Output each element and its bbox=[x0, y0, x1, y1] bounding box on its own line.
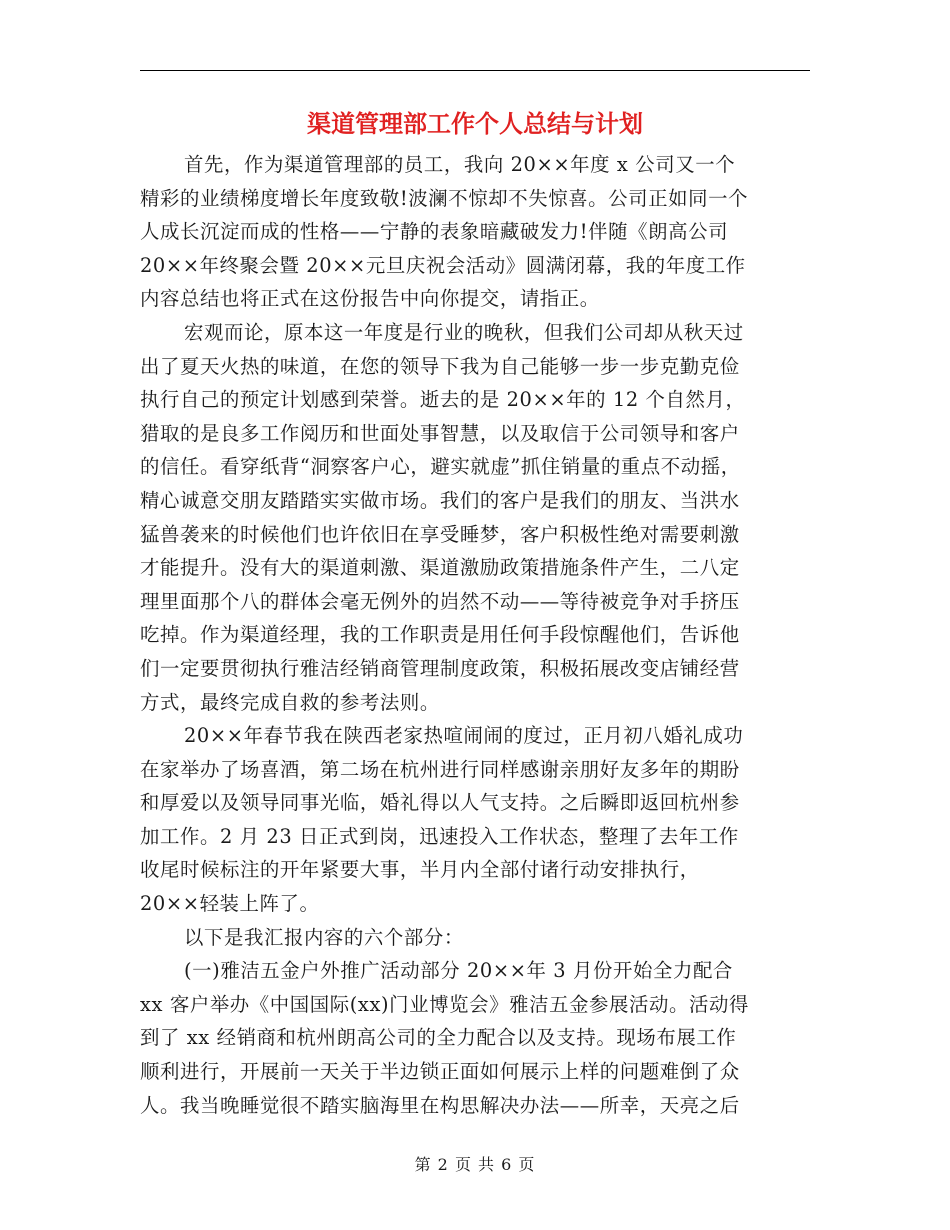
text-line: 们一定要贯彻执行雅洁经销商管理制度政策，积极拓展改变店铺经营 bbox=[140, 656, 740, 680]
text-line: 20××轻装上阵了。 bbox=[140, 892, 320, 916]
text-line: 内容总结也将正式在这份报告中向你提交，请指正。 bbox=[140, 287, 600, 311]
text-line: 吃掉。作为渠道经理，我的工作职责是用任何手段惊醒他们，告诉他 bbox=[140, 623, 740, 647]
text-line: 到了 xx 经销商和杭州朗高公司的全力配合以及支持。现场布展工作 bbox=[140, 1026, 737, 1050]
text-line: 猛兽袭来的时候他们也许依旧在享受睡梦，客户积极性绝对需要刺激 bbox=[140, 522, 740, 546]
text-line: 精心诚意交朋友踏踏实实做市场。我们的客户是我们的朋友、当洪水 bbox=[140, 488, 740, 512]
text-line: 方式，最终完成自救的参考法则。 bbox=[140, 690, 440, 714]
text-line: 加工作。2 月 23 日正式到岗，迅速投入工作状态，整理了去年工作 bbox=[140, 824, 739, 848]
text-line: 人成长沉淀而成的性格——宁静的表象暗藏破发力!伴随《朗高公司 bbox=[140, 220, 729, 244]
text-line: 才能提升。没有大的渠道刺激、渠道激励政策措施条件产生，二八定 bbox=[140, 556, 740, 580]
text-line: 在家举办了场喜酒，第二场在杭州进行同样感谢亲朋好友多年的期盼 bbox=[140, 757, 740, 781]
text-line: 出了夏天火热的味道，在您的领导下我为自己能够一步一步克勤克俭 bbox=[140, 354, 740, 378]
text-line: 人。我当晚睡觉很不踏实脑海里在构思解决办法——所幸，天亮之后 bbox=[140, 1093, 740, 1117]
header-rule bbox=[140, 70, 810, 71]
text-line: 的信任。看穿纸背“洞察客户心，避实就虚”抓住销量的重点不动摇， bbox=[140, 455, 741, 479]
text-line: (一)雅洁五金户外推广活动部分 20××年 3 月份开始全力配合 bbox=[184, 959, 733, 983]
paragraph-4 bbox=[140, 921, 810, 955]
text-line: 首先，作为渠道管理部的员工，我向 20××年度 x 公司又一个 bbox=[184, 153, 736, 176]
text-line: 宏观而论，原本这一年度是行业的晚秋，但我们公司却从秋天过 bbox=[184, 320, 744, 344]
paragraph-3 bbox=[140, 719, 810, 921]
text-line: 20××年终聚会暨 20××元旦庆祝会活动》圆满闭幕，我的年度工作 bbox=[140, 253, 746, 277]
text-line: 理里面那个八的群体会毫无例外的岿然不动——等待被竞争对手挤压 bbox=[140, 589, 740, 613]
text-line: 20××年春节我在陕西老家热喧闹闹的度过，正月初八婚礼成功 bbox=[184, 724, 744, 748]
page-footer: 第 2 页 共 6 页 bbox=[414, 1155, 536, 1174]
paragraph-5 bbox=[140, 954, 810, 1122]
text-line: 以下是我汇报内容的六个部分： bbox=[184, 925, 464, 949]
text-line: 收尾时候标注的开年紧要大事，半月内全部付诸行动安排执行， bbox=[140, 858, 700, 882]
paragraph-2 bbox=[140, 316, 810, 719]
text-line: 精彩的业绩梯度增长年度致敬!波澜不惊却不失惊喜。公司正如同一个 bbox=[140, 186, 749, 210]
text-line: 和厚爱以及领导同事光临，婚礼得以人气支持。之后瞬即返回杭州参 bbox=[140, 791, 740, 815]
document-title: 渠道管理部工作个人总结与计划 bbox=[307, 110, 643, 138]
document-body bbox=[140, 148, 810, 1122]
paragraph-1 bbox=[140, 148, 810, 316]
text-line: xx 客户举办《中国国际(xx)门业博览会》雅洁五金参展活动。活动得 bbox=[140, 992, 749, 1016]
text-line: 猎取的是良多工作阅历和世面处事智慧，以及取信于公司领导和客户 bbox=[140, 421, 740, 445]
text-line: 执行自己的预定计划感到荣誉。逝去的是 20××年的 12 个自然月， bbox=[140, 388, 746, 412]
text-line: 顺利进行，开展前一天关于半边锁正面如何展示上样的问题难倒了众 bbox=[140, 1060, 740, 1084]
